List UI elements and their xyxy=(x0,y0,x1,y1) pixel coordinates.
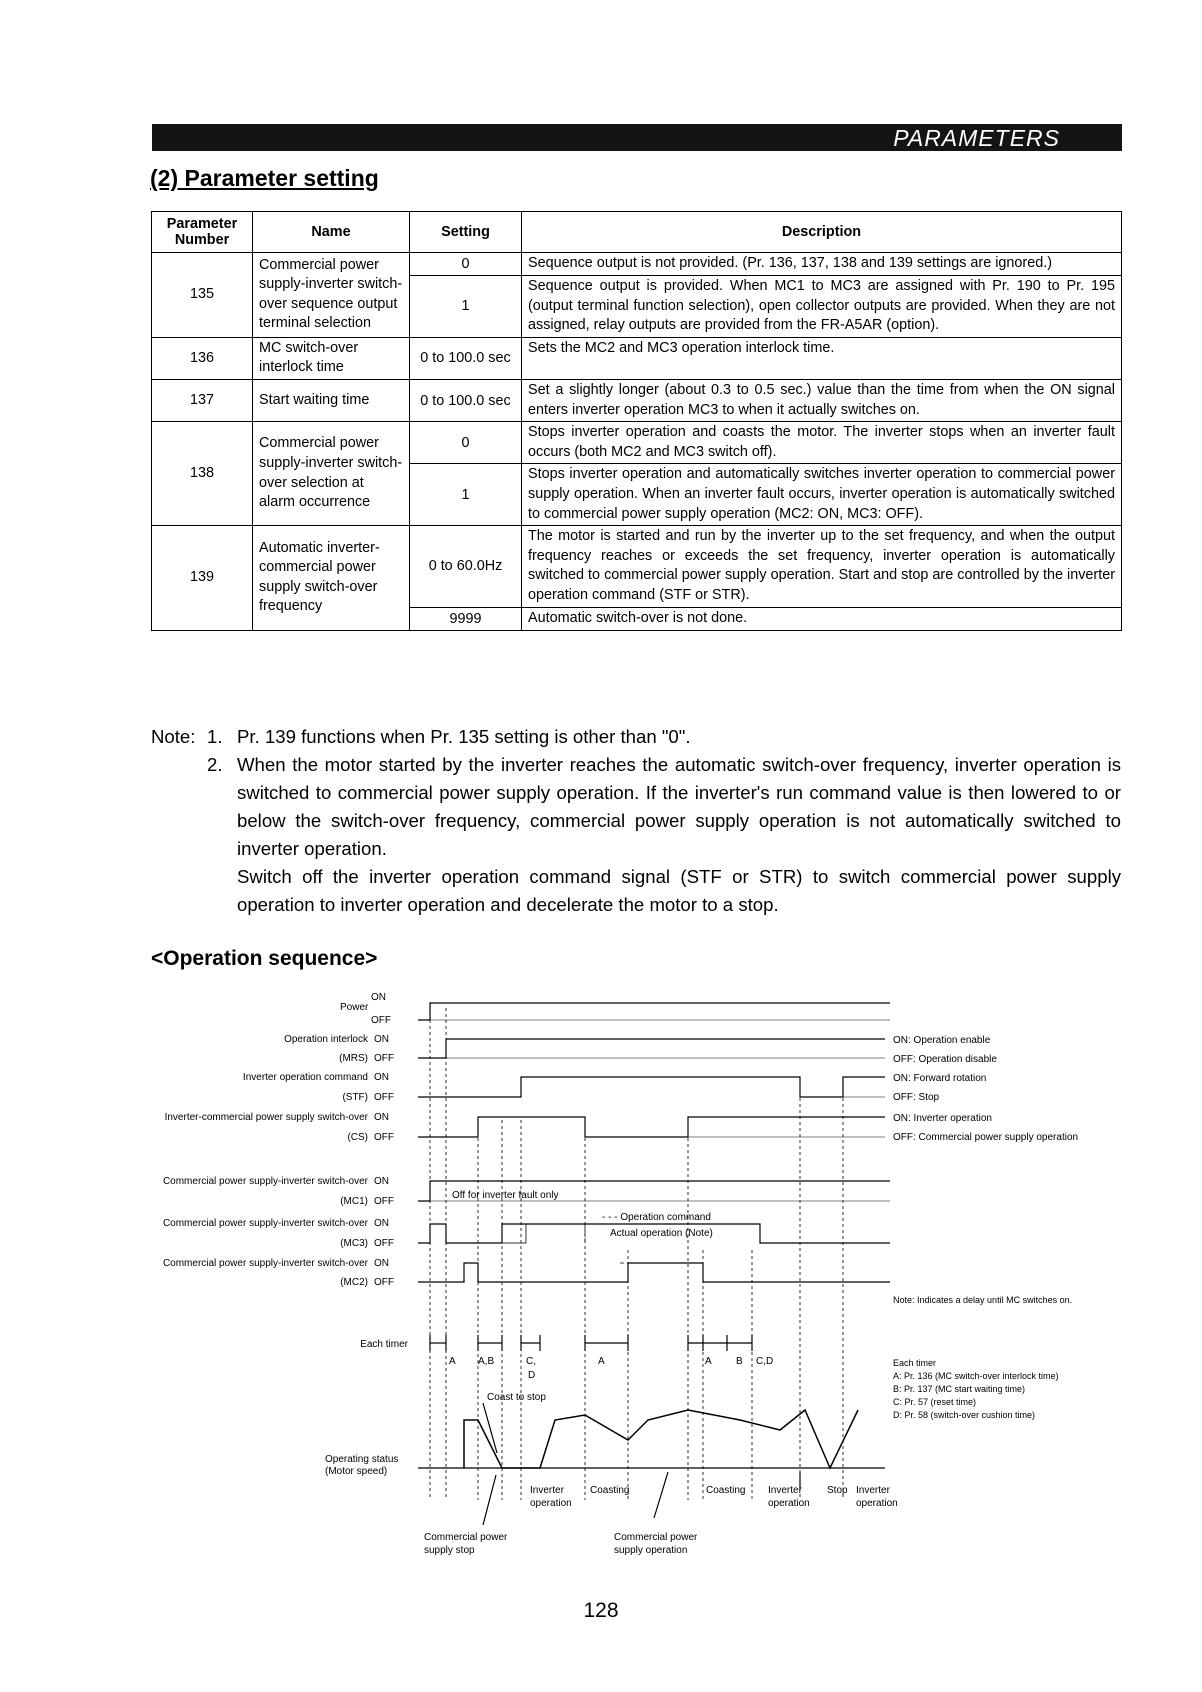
param-description: Sets the MC2 and MC3 operation interlock time. xyxy=(522,337,1122,379)
stop-label: Stop xyxy=(827,1485,848,1496)
mc2-label: Commercial power supply-inverter switch-over xyxy=(162,1258,368,1269)
operation-sequence-title: <Operation sequence> xyxy=(151,947,378,970)
timer-label: A xyxy=(705,1356,712,1367)
param-setting: 1 xyxy=(410,276,522,338)
mc3-off-label: OFF xyxy=(374,1238,394,1249)
mc3-on-label: ON xyxy=(374,1218,389,1229)
stf-on-desc: ON: Forward rotation xyxy=(893,1073,987,1084)
timer-label: A,B xyxy=(478,1356,495,1367)
page-number: 128 xyxy=(583,1599,619,1622)
header-name: Name xyxy=(253,212,410,253)
guide-lines xyxy=(430,1008,843,1500)
param-setting: 0 to 100.0 sec xyxy=(410,337,522,379)
cs-code: (CS) xyxy=(347,1132,368,1143)
header-description: Description xyxy=(522,212,1122,253)
coasting-label: Coasting xyxy=(590,1485,630,1496)
mc3-label: Commercial power supply-inverter switch-over xyxy=(162,1218,368,1229)
mc2-waveform xyxy=(418,1263,890,1282)
timer-label: D xyxy=(528,1370,536,1381)
param-name: Commercial power supply-inverter switch-over sequence output terminal selection xyxy=(253,253,410,338)
cs-off-label: OFF xyxy=(374,1132,394,1143)
commercial-operation-label: supply operation xyxy=(614,1545,688,1556)
param-setting: 1 xyxy=(410,464,522,526)
param-name: Automatic inverter-commercial power supply switch-over frequency xyxy=(253,526,410,630)
inverter-operation-label: Inverter xyxy=(768,1485,802,1496)
param-description: The motor is started and run by the inverter up to the set frequency, and when the output frequency reaches or exceeds the set frequency, inverter operation is automatically switched to commercial power supply operation. Start and stop are controlled by the inverter operation command (STF or STR). xyxy=(522,526,1122,607)
banner-title: PARAMETERS xyxy=(893,125,1060,151)
table-header-row xyxy=(152,212,1122,253)
note-text: When the motor started by the inverter reaches the automatic switch-over frequency, inverter operation is switched to commercial power supply operation. If the inverter's run command value is then lowered to or below the switch-over frequency, commercial power supply operation is not automatically switched to inverter operation. xyxy=(237,754,1121,859)
inverter-operation-label: Inverter xyxy=(856,1485,890,1496)
param-setting: 0 xyxy=(410,253,522,276)
table-row xyxy=(152,422,1122,464)
mrs-on-label: ON xyxy=(374,1034,389,1045)
mc3-code: (MC3) xyxy=(340,1238,368,1249)
param-description: Sequence output is not provided. (Pr. 136, 137, 138 and 139 settings are ignored.) xyxy=(522,253,1122,276)
commercial-stop-label: supply stop xyxy=(424,1545,475,1556)
stf-on-label: ON xyxy=(374,1072,389,1083)
cs-on-label: ON xyxy=(374,1112,389,1123)
legend-item: D: Pr. 58 (switch-over cushion time) xyxy=(893,1410,1036,1420)
power-waveform xyxy=(418,1003,890,1020)
mrs-code: (MRS) xyxy=(339,1053,368,1064)
cs-label: Inverter-commercial power supply switch-over xyxy=(164,1112,368,1123)
commercial-operation-label: Commercial power xyxy=(614,1532,698,1543)
section-title: (2) Parameter setting xyxy=(150,165,379,191)
table-row xyxy=(152,379,1122,421)
mc2-code: (MC2) xyxy=(340,1277,368,1288)
header-banner xyxy=(152,124,1122,151)
mc1-label: Commercial power supply-inverter switch-over xyxy=(162,1176,368,1187)
mc2-on-label: ON xyxy=(374,1258,389,1269)
coast-to-stop-label: Coast to stop xyxy=(487,1392,546,1403)
stf-off-desc: OFF: Stop xyxy=(893,1092,940,1103)
actual-operation-note: Actual operation (Note) xyxy=(610,1228,713,1239)
stf-code: (STF) xyxy=(342,1092,368,1103)
delay-note: Note: Indicates a delay until MC switches on. xyxy=(893,1295,1073,1305)
mrs-on-desc: ON: Operation enable xyxy=(893,1035,991,1046)
mc1-off-label: OFF xyxy=(374,1196,394,1207)
commercial-stop-label: Commercial power xyxy=(424,1532,508,1543)
legend-item: C: Pr. 57 (reset time) xyxy=(893,1397,977,1407)
header-number: Parameter Number xyxy=(152,212,253,253)
mrs-off-desc: OFF: Operation disable xyxy=(893,1054,997,1065)
power-label: Power xyxy=(340,1002,369,1013)
motor-speed-curve xyxy=(464,1410,858,1468)
cs-waveform xyxy=(418,1117,885,1137)
mc1-code: (MC1) xyxy=(340,1196,368,1207)
timer-label: A xyxy=(598,1356,605,1367)
operating-status-label: Operating status xyxy=(325,1454,399,1465)
note-item xyxy=(151,751,1121,919)
power-on-label: ON xyxy=(371,992,386,1003)
mc1-on-label: ON xyxy=(374,1176,389,1187)
param-setting: 0 xyxy=(410,422,522,464)
timer-label: C, xyxy=(526,1356,536,1367)
inverter-operation-label: operation xyxy=(530,1498,572,1509)
each-timer-label: Each timer xyxy=(360,1339,408,1350)
note-text: Switch off the inverter operation command signal (STF or STR) to switch commercial power supply operation to inverter operation and decelerate the motor to a stop. xyxy=(237,866,1121,915)
param-number: 136 xyxy=(152,337,253,379)
motor-speed-label: (Motor speed) xyxy=(325,1466,388,1477)
param-description: Stops inverter operation and automatically switches inverter operation to commercial power supply operation. When an inverter fault occurs, inverter operation is automatically switched to commercial power supply operation (MC2: ON, MC3: OFF). xyxy=(522,464,1122,526)
mrs-waveform xyxy=(418,1039,885,1058)
inverter-operation-label: operation xyxy=(768,1498,810,1509)
timer-label: B xyxy=(736,1356,743,1367)
mrs-off-label: OFF xyxy=(374,1053,394,1064)
header-setting: Setting xyxy=(410,212,522,253)
legend-item: A: Pr. 136 (MC switch-over interlock time) xyxy=(893,1371,1059,1381)
param-name: Commercial power supply-inverter switch-over selection at alarm occurrence xyxy=(253,422,410,526)
param-number: 139 xyxy=(152,526,253,630)
legend-title: Each timer xyxy=(893,1358,937,1368)
coasting-label-2: Coasting xyxy=(706,1485,746,1496)
stf-off-label: OFF xyxy=(374,1092,394,1103)
note-item xyxy=(151,723,1121,751)
param-name: Start waiting time xyxy=(253,379,410,421)
param-number: 138 xyxy=(152,422,253,526)
param-number: 135 xyxy=(152,253,253,338)
off-fault-note: Off for inverter fault only xyxy=(452,1190,559,1201)
notes xyxy=(151,723,1121,919)
note-number: 1. xyxy=(207,726,223,747)
cs-off-desc: OFF: Commercial power supply operation xyxy=(893,1132,1079,1143)
timing-diagram xyxy=(0,985,1202,1575)
table-row xyxy=(152,253,1122,276)
param-description: Set a slightly longer (about 0.3 to 0.5 sec.) value than the time from when the ON signal enters inverter operation MC3 to when it actually switches on. xyxy=(522,379,1122,421)
parameter-table xyxy=(151,211,1122,631)
inverter-operation-label: Inverter xyxy=(530,1485,564,1496)
power-off-label: OFF xyxy=(371,1015,391,1026)
timer-label: C,D xyxy=(756,1356,774,1367)
inverter-operation-label: operation xyxy=(856,1498,898,1509)
stf-waveform xyxy=(418,1077,885,1097)
param-description: Automatic switch-over is not done. xyxy=(522,607,1122,630)
param-setting: 9999 xyxy=(410,607,522,630)
mc2-off-label: OFF xyxy=(374,1277,394,1288)
cs-on-desc: ON: Inverter operation xyxy=(893,1113,992,1124)
table-row xyxy=(152,526,1122,607)
param-description: Sequence output is provided. When MC1 to MC3 are assigned with Pr. 190 to Pr. 195 (output terminal function selection), open collector outputs are provided. When they are not assigned, relay outputs are provided from the FR-A5AR (option). xyxy=(522,276,1122,338)
table-row xyxy=(152,337,1122,379)
param-number: 137 xyxy=(152,379,253,421)
note-text: Pr. 139 functions when Pr. 135 setting is other than "0". xyxy=(237,726,691,747)
note-label: Note: xyxy=(151,726,196,747)
note-number: 2. xyxy=(207,754,223,775)
param-setting: 0 to 100.0 sec xyxy=(410,379,522,421)
param-description: Stops inverter operation and coasts the motor. The inverter stops when an inverter fault occurs (both MC2 and MC3 switch off). xyxy=(522,422,1122,464)
legend-item: B: Pr. 137 (MC start waiting time) xyxy=(893,1384,1026,1394)
param-setting: 0 to 60.0Hz xyxy=(410,526,522,607)
timer-brackets xyxy=(430,1335,752,1351)
timer-label: A xyxy=(449,1356,456,1367)
operation-command-note: - - - Operation command xyxy=(602,1212,711,1223)
stf-label: Inverter operation command xyxy=(242,1072,368,1083)
param-name: MC switch-over interlock time xyxy=(253,337,410,379)
mrs-label: Operation interlock xyxy=(284,1034,368,1045)
